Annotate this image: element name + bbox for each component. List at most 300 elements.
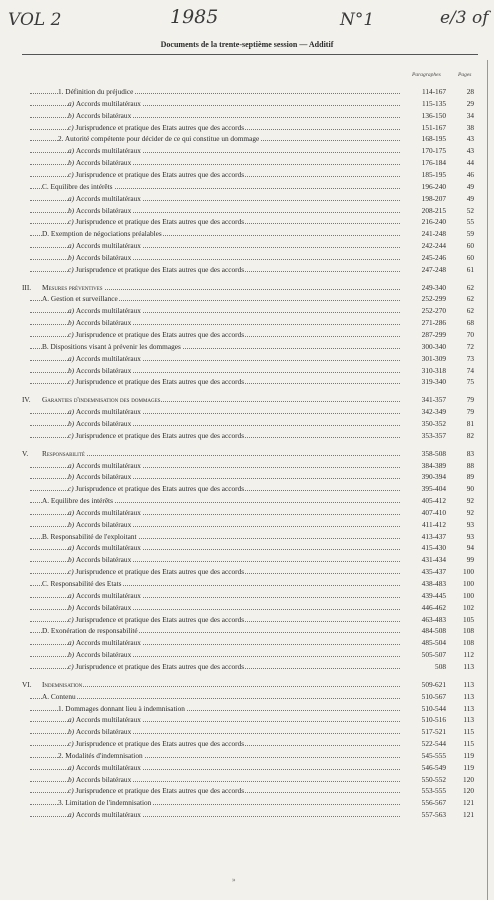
- toc-entry-text: Accords bilatéraux: [75, 158, 132, 168]
- toc-entry-title: [68, 602, 132, 613]
- paragraphs-column-header: Paragraphes: [412, 72, 441, 78]
- toc-entry-paragraphs: 415-430: [400, 542, 446, 553]
- toc-entry-title: [68, 305, 142, 316]
- toc-entry-text: Responsabilité: [42, 448, 85, 458]
- toc-entry-paragraphs: 252-270: [400, 305, 446, 316]
- toc-entry-text: Accords multilatéraux: [75, 460, 141, 470]
- toc-entry-prefix: a): [68, 543, 76, 553]
- toc-entry: [0, 578, 494, 589]
- toc-entry-title: [68, 430, 245, 441]
- toc-entry-paragraphs: 510-516: [400, 714, 446, 725]
- toc-entry-text: Accords multilatéraux: [75, 353, 141, 363]
- toc-entry-paragraphs: 136-150: [400, 110, 446, 121]
- toc-entry-text: Jurisprudence et pratique des Etats autres que des accords: [75, 430, 245, 440]
- toc-entry-title: [68, 774, 132, 785]
- toc-entry-paragraphs: 115-135: [400, 98, 446, 109]
- toc-entry-title: [68, 809, 142, 820]
- toc-entry-title: [68, 317, 132, 328]
- toc-entry-paragraphs: 151-167: [400, 122, 446, 133]
- header-rule: [22, 54, 478, 55]
- toc-entry-page: 79: [466, 407, 474, 417]
- toc-entry: [0, 293, 494, 304]
- toc-entry-page: 81: [466, 418, 474, 428]
- toc-entry: [0, 86, 494, 97]
- toc-entry: [0, 679, 494, 690]
- toc-entry: [0, 483, 494, 494]
- toc-entry-title: [58, 86, 134, 97]
- toc-entry-prefix: a): [68, 460, 76, 470]
- toc-entry: [0, 566, 494, 577]
- toc-entry-text: 2. Modalités d'indemnisation: [58, 750, 143, 760]
- toc-entry-text: Accords multilatéraux: [75, 241, 141, 251]
- toc-entry-prefix: c): [68, 217, 76, 227]
- toc-entry-text: Jurisprudence et pratique des Etats autres que des accords: [75, 567, 245, 577]
- toc-entry-text: Accords multilatéraux: [75, 590, 141, 600]
- toc-entry-title: [68, 376, 245, 387]
- toc-entry-page: 28: [466, 87, 474, 96]
- toc-entry-page: 93: [466, 519, 474, 529]
- toc-entry: [0, 460, 494, 471]
- toc-entry: [0, 714, 494, 725]
- toc-entry: [0, 169, 494, 180]
- toc-entry-title: [68, 785, 245, 796]
- toc-entry-page: 120: [463, 786, 474, 796]
- toc-entry-paragraphs: 411-412: [400, 519, 446, 530]
- toc-entry: [0, 542, 494, 553]
- toc-entry-page: 88: [466, 460, 474, 470]
- toc-entry-prefix: A.: [42, 496, 51, 506]
- toc-entry-text: Equilibre des intérêts: [50, 496, 113, 506]
- toc-entry-page: 115: [463, 727, 474, 737]
- toc-entry-paragraphs: 216-240: [400, 216, 446, 227]
- toc-entry-prefix: VI.: [22, 679, 32, 689]
- toc-entry-title: [42, 181, 114, 192]
- toc-entry-title: [42, 531, 138, 542]
- toc-entry: [0, 228, 494, 239]
- toc-entry-prefix: D.: [42, 626, 51, 636]
- toc-entry-paragraphs: 247-248: [400, 264, 446, 275]
- toc-entry-prefix: b): [68, 158, 76, 168]
- toc-entry-paragraphs: 185-195: [400, 169, 446, 180]
- leader-dots: [30, 698, 400, 699]
- toc-entry-title: [68, 614, 245, 625]
- toc-entry-text: Jurisprudence et pratique des Etats autres que des accords: [75, 169, 245, 179]
- toc-entry-prefix: b): [68, 418, 76, 428]
- toc-entry-page: 62: [466, 282, 474, 292]
- toc-entry-prefix: b): [68, 110, 76, 120]
- toc-entry-prefix: a): [68, 638, 76, 648]
- toc-entry-paragraphs: 353-357: [400, 430, 446, 441]
- toc-entry-paragraphs: 342-349: [400, 406, 446, 417]
- toc-entry: [0, 774, 494, 785]
- toc-entry-title: [22, 448, 86, 459]
- toc-entry-title: [68, 590, 142, 601]
- toc-entry-text: Accords bilatéraux: [75, 519, 132, 529]
- toc-entry-prefix: c): [68, 786, 76, 796]
- toc-entry-text: Jurisprudence et pratique des Etats autres que des accords: [75, 377, 245, 387]
- toc-entry-prefix: b): [68, 318, 76, 328]
- toc-entry-text: Gestion et surveillance: [50, 294, 118, 304]
- toc-entry-title: [68, 637, 142, 648]
- toc-entry-prefix: IV.: [22, 395, 31, 405]
- toc-entry-text: Accords multilatéraux: [75, 306, 141, 316]
- toc-entry-text: Contenu: [50, 691, 76, 701]
- toc-entry-prefix: a): [68, 193, 76, 203]
- toc-entry-prefix: C.: [42, 181, 51, 191]
- toc-entry: [0, 471, 494, 482]
- toc-entry-paragraphs: 252-299: [400, 293, 446, 304]
- toc-entry: [0, 785, 494, 796]
- toc-entry-page: 43: [466, 146, 474, 156]
- toc-entry-prefix: a): [68, 98, 76, 108]
- toc-entry-prefix: c): [68, 739, 76, 749]
- toc-entry-text: Jurisprudence et pratique des Etats autres que des accords: [75, 661, 245, 671]
- toc-entry-title: [68, 353, 142, 364]
- toc-entry-page: 60: [466, 241, 474, 251]
- toc-entry-page: 113: [463, 691, 474, 701]
- toc-entry: [0, 205, 494, 216]
- toc-entry-title: [68, 110, 132, 121]
- toc-entry-paragraphs: 510-567: [400, 691, 446, 702]
- toc-entry-paragraphs: 517-521: [400, 726, 446, 737]
- toc-entry-paragraphs: 241-248: [400, 228, 446, 239]
- toc-entry-page: 108: [463, 626, 474, 636]
- toc-entry-text: Dispositions visant à prévenir les dommages: [50, 341, 181, 351]
- toc-entry-prefix: V.: [22, 448, 29, 458]
- toc-entry-paragraphs: 508: [400, 661, 446, 672]
- toc-entry-page: 93: [466, 531, 474, 541]
- toc-entry: [0, 661, 494, 672]
- toc-entry-paragraphs: 301-309: [400, 353, 446, 364]
- toc-entry-page: 52: [466, 205, 474, 215]
- toc-entry-page: 119: [463, 750, 474, 760]
- toc-entry-paragraphs: 168-195: [400, 133, 446, 144]
- toc-entry-paragraphs: 435-437: [400, 566, 446, 577]
- toc-entry-paragraphs: 557-563: [400, 809, 446, 820]
- toc-entry-prefix: c): [68, 169, 76, 179]
- toc-entry-paragraphs: 510-544: [400, 703, 446, 714]
- handwritten-volume-note: VOL 2: [8, 10, 62, 30]
- toc-entry: [0, 554, 494, 565]
- toc-entry-paragraphs: 249-340: [400, 282, 446, 293]
- toc-entry-prefix: a): [68, 715, 76, 725]
- toc-entry-text: Accords bilatéraux: [75, 318, 132, 328]
- toc-entry-paragraphs: 170-175: [400, 145, 446, 156]
- toc-entry-prefix: B.: [42, 531, 51, 541]
- toc-entry-prefix: c): [68, 567, 76, 577]
- toc-entry-page: 59: [466, 229, 474, 239]
- toc-entry: [0, 133, 494, 144]
- toc-entry-title: [68, 216, 245, 227]
- toc-entry-prefix: b): [68, 472, 76, 482]
- toc-entry-paragraphs: 556-567: [400, 797, 446, 808]
- toc-entry-prefix: a): [68, 306, 76, 316]
- toc-entry-page: 108: [463, 638, 474, 648]
- toc-entry-text: Garanties d'indemnisation des dommages: [42, 395, 161, 405]
- toc-entry-paragraphs: 358-508: [400, 448, 446, 459]
- toc-entry-page: 119: [463, 762, 474, 772]
- toc-entry-prefix: B.: [42, 341, 51, 351]
- toc-entry: [0, 110, 494, 121]
- toc-entry-text: Accords bilatéraux: [75, 555, 132, 565]
- toc-entry-prefix: b): [68, 650, 76, 660]
- toc-entry-page: 55: [466, 217, 474, 227]
- toc-entry-page: 100: [463, 579, 474, 588]
- toc-entry: [0, 738, 494, 749]
- toc-entry-page: 89: [466, 472, 474, 482]
- toc-entry-prefix: c): [68, 614, 76, 624]
- toc-entry: [0, 762, 494, 773]
- toc-entry-page: 99: [466, 555, 474, 565]
- footer-mark: »: [232, 876, 236, 884]
- toc-entry-prefix: a): [68, 353, 76, 363]
- toc-entry-prefix: c): [68, 661, 76, 671]
- toc-entry-title: [68, 145, 142, 156]
- toc-entry-text: Accords bilatéraux: [75, 650, 132, 660]
- toc-entry-page: 74: [466, 365, 474, 375]
- toc-entry-title: [68, 205, 132, 216]
- toc-entry: [0, 394, 494, 405]
- toc-entry-text: 2. Autorité compétente pour décider de ce qui constitue un dommage: [58, 134, 260, 144]
- toc-entry-page: 34: [466, 110, 474, 120]
- toc-entry-page: 62: [466, 294, 474, 304]
- toc-entry: [0, 495, 494, 506]
- toc-entry-title: [68, 566, 245, 577]
- toc-entry-page: 70: [466, 330, 474, 339]
- toc-entry-prefix: a): [68, 407, 76, 417]
- toc-entry: [0, 448, 494, 459]
- toc-entry-prefix: a): [68, 762, 76, 772]
- toc-entry-title: [68, 252, 132, 263]
- toc-entry-title: [42, 691, 77, 702]
- toc-entry-title: [68, 264, 245, 275]
- toc-entry-paragraphs: 245-246: [400, 252, 446, 263]
- toc-entry-page: 90: [466, 484, 474, 494]
- toc-entry-title: [22, 394, 161, 405]
- toc-entry: [0, 240, 494, 251]
- toc-entry-title: [68, 507, 142, 518]
- toc-entry-prefix: c): [68, 377, 76, 387]
- toc-entry-paragraphs: 505-507: [400, 649, 446, 660]
- toc-entry-paragraphs: 395-404: [400, 483, 446, 494]
- toc-entry-paragraphs: 446-462: [400, 602, 446, 613]
- toc-entry-prefix: b): [68, 365, 76, 375]
- toc-entry-title: [68, 519, 132, 530]
- toc-entry-page: 102: [463, 602, 474, 612]
- toc-entry: [0, 193, 494, 204]
- toc-entry-paragraphs: 198-207: [400, 193, 446, 204]
- toc-entry: [0, 406, 494, 417]
- toc-entry: [0, 264, 494, 275]
- running-header: Documents de la trente-septième session — Additif: [160, 40, 334, 49]
- toc-entry-title: [68, 483, 245, 494]
- toc-entry-page: 105: [463, 614, 474, 624]
- toc-entry-prefix: b): [68, 774, 76, 784]
- toc-entry-paragraphs: 484-508: [400, 625, 446, 636]
- toc-entry-title: [68, 542, 142, 553]
- toc-entry-text: Jurisprudence et pratique des Etats autres que des accords: [75, 739, 245, 749]
- toc-entry: [0, 216, 494, 227]
- toc-entry-page: 115: [463, 739, 474, 749]
- toc-entry-prefix: c): [68, 484, 76, 494]
- toc-entry-page: 92: [466, 496, 474, 506]
- toc-entry-paragraphs: 553-555: [400, 785, 446, 796]
- toc-entry-page: 94: [466, 543, 474, 553]
- toc-entry-title: [42, 578, 122, 589]
- toc-entry-page: 113: [463, 679, 474, 689]
- toc-entry-title: [58, 703, 186, 714]
- toc-entry-prefix: III.: [22, 282, 32, 292]
- toc-entry-title: [22, 282, 104, 293]
- toc-entry-page: 121: [463, 798, 474, 808]
- toc-entry-title: [42, 625, 139, 636]
- toc-entry: [0, 507, 494, 518]
- toc-entry-text: 3. Limitation de l'indemnisation: [58, 798, 152, 808]
- toc-entry-title: [68, 169, 245, 180]
- toc-entry: [0, 341, 494, 352]
- toc-entry-text: Accords bilatéraux: [75, 205, 132, 215]
- toc-entry-paragraphs: 176-184: [400, 157, 446, 168]
- toc-entry-page: 49: [466, 181, 474, 191]
- toc-entry-text: Accords multilatéraux: [75, 810, 141, 820]
- toc-entry-paragraphs: 196-240: [400, 181, 446, 192]
- toc-entry: [0, 637, 494, 648]
- toc-entry-paragraphs: 546-549: [400, 762, 446, 773]
- toc-entry-title: [68, 365, 132, 376]
- toc-entry-prefix: a): [68, 146, 76, 156]
- toc-entry-title: [68, 554, 132, 565]
- toc-entry-paragraphs: 413-437: [400, 531, 446, 542]
- toc-entry-paragraphs: 463-483: [400, 614, 446, 625]
- toc-entry-text: Equilibre des intérêts: [50, 181, 113, 191]
- toc-entry-title: [68, 418, 132, 429]
- toc-entry-prefix: b): [68, 555, 76, 565]
- toc-entry-text: Jurisprudence et pratique des Etats autres que des accords: [75, 217, 245, 227]
- toc-entry-page: 43: [466, 134, 474, 144]
- toc-entry-title: [68, 157, 132, 168]
- toc-entry-page: 79: [466, 395, 474, 405]
- toc-entry-text: Accords multilatéraux: [75, 715, 141, 725]
- toc-entry: [0, 614, 494, 625]
- toc-entry-paragraphs: 431-434: [400, 554, 446, 565]
- toc-entry-paragraphs: 509-621: [400, 679, 446, 690]
- toc-entry: [0, 691, 494, 702]
- toc-entry-title: [68, 649, 132, 660]
- toc-entry-text: Accords bilatéraux: [75, 774, 132, 784]
- toc-entry-text: Jurisprudence et pratique des Etats autres que des accords: [75, 330, 245, 339]
- toc-entry-title: [22, 679, 83, 690]
- toc-entry-prefix: D.: [42, 229, 51, 239]
- toc-entry: [0, 750, 494, 761]
- toc-entry-paragraphs: 384-389: [400, 460, 446, 471]
- toc-entry-text: Accords bilatéraux: [75, 472, 132, 482]
- toc-entry-paragraphs: 350-352: [400, 418, 446, 429]
- toc-entry-prefix: A.: [42, 691, 51, 701]
- toc-entry: [0, 122, 494, 133]
- toc-entry: [0, 703, 494, 714]
- toc-entry-prefix: a): [68, 590, 76, 600]
- toc-entry-title: [68, 193, 142, 204]
- toc-entry: [0, 430, 494, 441]
- toc-entry-title: [58, 133, 260, 144]
- toc-entry: [0, 418, 494, 429]
- toc-entry: [0, 252, 494, 263]
- toc-entry-paragraphs: 438-483: [400, 578, 446, 589]
- toc-entry: [0, 376, 494, 387]
- toc-entry-page: 75: [466, 377, 474, 387]
- toc-entry-text: 1. Dommages donnant lieu à indemnisation: [58, 703, 185, 713]
- toc-entry-prefix: A.: [42, 294, 51, 304]
- toc-entry-page: 100: [463, 590, 474, 600]
- toc-entry-page: 49: [466, 193, 474, 203]
- toc-entry-title: [68, 471, 132, 482]
- toc-entry-prefix: b): [68, 602, 76, 612]
- toc-entry: [0, 98, 494, 109]
- toc-entry-page: 60: [466, 252, 474, 262]
- toc-entry-text: Accords bilatéraux: [75, 365, 132, 375]
- toc-entry-page: 112: [463, 650, 474, 660]
- toc-entry-prefix: b): [68, 727, 76, 737]
- toc-entry-title: [42, 495, 114, 506]
- toc-entry-paragraphs: 300-340: [400, 341, 446, 352]
- toc-entry-page: 73: [466, 353, 474, 363]
- page-edge-line: [487, 60, 488, 900]
- toc-entry-text: 1. Définition du préjudice: [58, 87, 134, 96]
- toc-entry-page: 113: [463, 703, 474, 713]
- toc-entry: [0, 625, 494, 636]
- toc-entry-title: [42, 341, 182, 352]
- toc-entry-text: Accords multilatéraux: [75, 146, 141, 156]
- toc-entry-page: 29: [466, 98, 474, 108]
- handwritten-number-note: N°1: [340, 10, 375, 30]
- toc-entry-text: Accords bilatéraux: [75, 727, 132, 737]
- toc-entry-page: 46: [466, 169, 474, 179]
- toc-entry-prefix: a): [68, 241, 76, 251]
- toc-entry-title: [68, 714, 142, 725]
- toc-entry-text: Jurisprudence et pratique des Etats autres que des accords: [75, 264, 245, 274]
- toc-entry-prefix: b): [68, 519, 76, 529]
- toc-entry-paragraphs: 319-340: [400, 376, 446, 387]
- toc-entry-prefix: c): [68, 330, 76, 339]
- toc-entry-title: [68, 329, 245, 340]
- toc-entry-paragraphs: 208-215: [400, 205, 446, 216]
- toc-entry: [0, 157, 494, 168]
- toc-entry-text: Mesures préventives: [42, 282, 103, 292]
- toc-entry-paragraphs: 405-412: [400, 495, 446, 506]
- toc-entry-page: 82: [466, 430, 474, 440]
- toc-entry-page: 61: [466, 264, 474, 274]
- toc-entry: [0, 353, 494, 364]
- toc-entry-text: Accords multilatéraux: [75, 638, 141, 648]
- toc-entry-title: [68, 122, 245, 133]
- toc-entry-title: [68, 406, 142, 417]
- toc-entry-text: Accords bilatéraux: [75, 602, 132, 612]
- toc-entry-text: Jurisprudence et pratique des Etats autres que des accords: [75, 614, 245, 624]
- toc-entry-page: 92: [466, 507, 474, 517]
- toc-entry-page: 113: [463, 661, 474, 671]
- toc-entry-paragraphs: 407-410: [400, 507, 446, 518]
- toc-entry-prefix: b): [68, 205, 76, 215]
- toc-entry-prefix: c): [68, 264, 76, 274]
- toc-entry-title: [68, 240, 142, 251]
- toc-entry-prefix: a): [68, 507, 76, 517]
- toc-entry-page: 121: [463, 810, 474, 820]
- toc-entry-prefix: a): [68, 810, 76, 820]
- toc-entry-text: Accords multilatéraux: [75, 543, 141, 553]
- toc-entry-page: 113: [463, 715, 474, 725]
- toc-entry: [0, 181, 494, 192]
- toc-entry-page: 83: [466, 448, 474, 458]
